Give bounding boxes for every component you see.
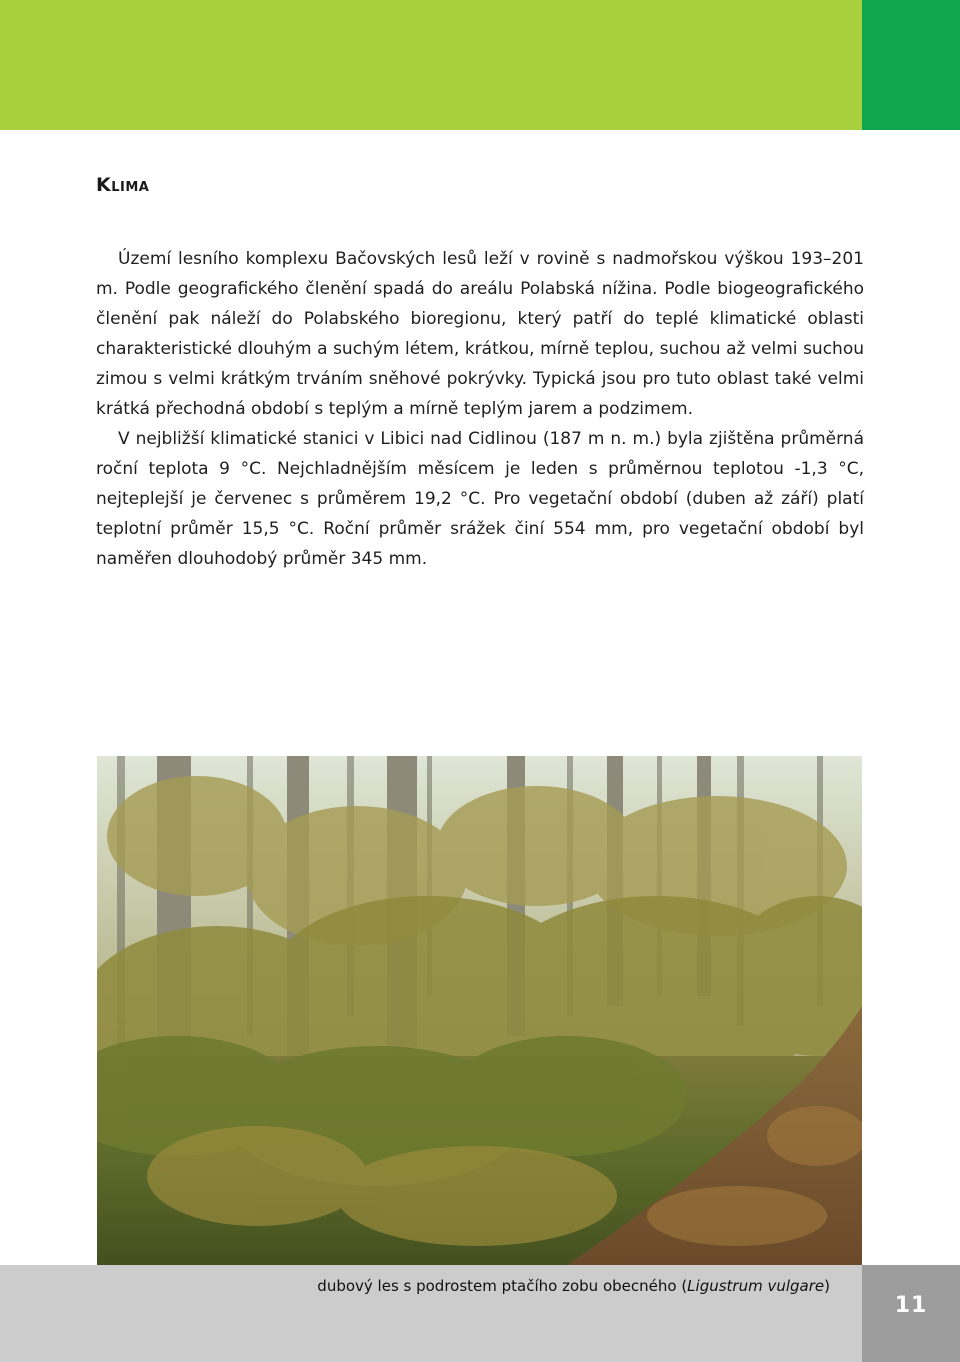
caption-end: )	[824, 1277, 830, 1295]
caption-latin-name: Ligustrum vulgare	[687, 1277, 825, 1295]
header-color-band	[0, 0, 862, 130]
page-number-tab	[862, 1265, 960, 1362]
section-heading: Klima	[96, 174, 150, 196]
header-accent-tab	[862, 0, 960, 130]
caption-text: dubový les s podrostem ptačího zobu obecného (	[317, 1277, 688, 1295]
body-text	[96, 244, 864, 574]
paragraph-1: Území lesního komplexu Bačovských lesů leží v rovině s nadmořskou výškou 193–201 m. Podle geografického členění spadá do areálu Polabská nížina. Podle biogeografického členění pak náleží do Polabského bioregionu, který patří do teplé klimatické oblasti charakteristické dlouhým a suchým létem, krátkou, mírně teplou, suchou až velmi suchou zimou s velmi krátkým trváním sněhové pokrývky. Typická jsou pro tuto oblast také velmi krátká přechodná období s teplým a mírně teplým jarem a podzimem.	[96, 249, 864, 419]
page-number: 11	[894, 1293, 928, 1318]
figure-caption	[317, 1277, 830, 1295]
footer-band	[0, 1265, 862, 1362]
paragraph-2: V nejbližší klimatické stanici v Libici nad Cidlinou (187 m n. m.) byla zjištěna průměrná roční teplota 9 °C. Nejchladnějším měsícem je leden s průměrnou teplotou -1,3 °C, nejteplejší je červenec s průměrem 19,2 °C. Pro vegetační období (duben až září) platí teplotní průměr 15,5 °C. Roční průměr srážek činí 554 mm, pro vegetační období byl naměřen dlouhodobý průměr 345 mm.	[96, 429, 864, 569]
forest-photo	[97, 756, 862, 1265]
